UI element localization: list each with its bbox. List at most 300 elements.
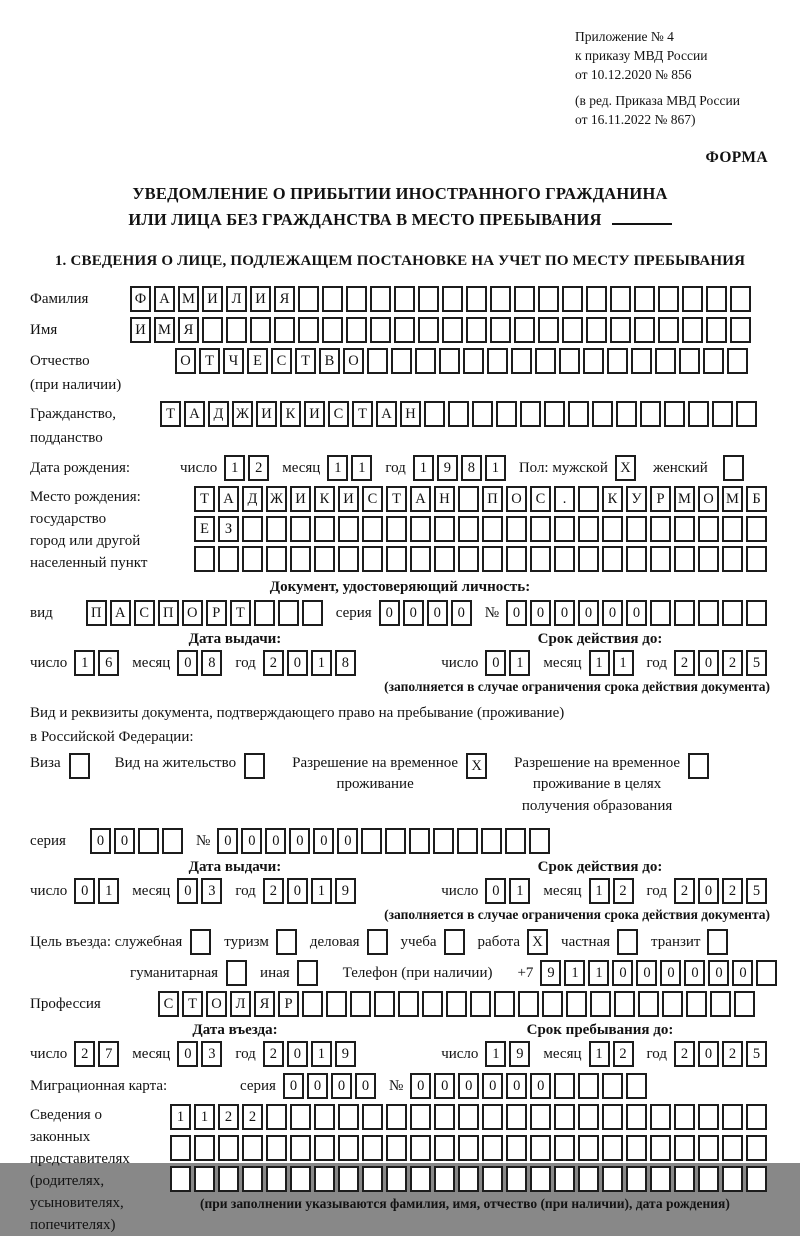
char-cell[interactable]: 9 (335, 1041, 356, 1067)
char-cell[interactable]: И (202, 286, 223, 312)
char-cell[interactable] (506, 1135, 527, 1161)
char-cell[interactable]: 0 (331, 1073, 352, 1099)
char-cell[interactable] (730, 317, 751, 343)
char-cell[interactable] (506, 546, 527, 572)
char-cell[interactable]: 0 (403, 600, 424, 626)
char-cell[interactable] (535, 348, 556, 374)
char-cell[interactable] (674, 600, 695, 626)
char-cell[interactable]: О (206, 991, 227, 1017)
char-cell[interactable]: 2 (722, 650, 743, 676)
char-cell[interactable]: 2 (722, 878, 743, 904)
char-cell[interactable] (410, 1104, 431, 1130)
char-cell[interactable]: 2 (263, 1041, 284, 1067)
char-cell[interactable] (578, 516, 599, 542)
char-cell[interactable] (530, 1166, 551, 1192)
char-cell[interactable]: Л (230, 991, 251, 1017)
char-cell[interactable] (226, 317, 247, 343)
char-cell[interactable] (688, 753, 709, 779)
char-cell[interactable] (314, 1166, 335, 1192)
char-cell[interactable]: 9 (335, 878, 356, 904)
char-cell[interactable]: 0 (217, 828, 238, 854)
char-cell[interactable] (734, 991, 755, 1017)
char-cell[interactable] (490, 317, 511, 343)
char-cell[interactable]: Р (206, 600, 227, 626)
char-cell[interactable] (410, 516, 431, 542)
char-cell[interactable] (458, 546, 479, 572)
char-cell[interactable] (727, 348, 748, 374)
char-cell[interactable]: П (86, 600, 107, 626)
char-cell[interactable] (650, 516, 671, 542)
char-cell[interactable] (722, 600, 743, 626)
char-cell[interactable] (490, 286, 511, 312)
char-cell[interactable]: 1 (509, 650, 530, 676)
char-cell[interactable] (520, 401, 541, 427)
char-cell[interactable] (482, 546, 503, 572)
char-cell[interactable] (298, 317, 319, 343)
char-cell[interactable]: Р (650, 486, 671, 512)
char-cell[interactable] (496, 401, 517, 427)
char-cell[interactable]: 0 (554, 600, 575, 626)
char-cell[interactable] (266, 1135, 287, 1161)
char-cell[interactable] (290, 1166, 311, 1192)
char-cell[interactable] (362, 546, 383, 572)
char-cell[interactable]: 1 (413, 455, 434, 481)
char-cell[interactable] (506, 1104, 527, 1130)
char-cell[interactable] (409, 828, 430, 854)
char-cell[interactable] (394, 286, 415, 312)
char-cell[interactable]: С (362, 486, 383, 512)
char-cell[interactable] (626, 1166, 647, 1192)
char-cell[interactable] (617, 929, 638, 955)
char-cell[interactable]: X (527, 929, 548, 955)
char-cell[interactable] (631, 348, 652, 374)
char-cell[interactable]: 0 (265, 828, 286, 854)
char-cell[interactable] (302, 600, 323, 626)
char-cell[interactable] (338, 546, 359, 572)
char-cell[interactable]: 2 (242, 1104, 263, 1130)
char-cell[interactable]: Ф (130, 286, 151, 312)
char-cell[interactable] (529, 828, 550, 854)
char-cell[interactable]: А (184, 401, 205, 427)
char-cell[interactable] (218, 546, 239, 572)
char-cell[interactable]: 0 (177, 878, 198, 904)
char-cell[interactable] (626, 546, 647, 572)
char-cell[interactable] (194, 1135, 215, 1161)
char-cell[interactable]: С (134, 600, 155, 626)
char-cell[interactable]: 0 (506, 600, 527, 626)
char-cell[interactable]: 2 (74, 1041, 95, 1067)
char-cell[interactable] (674, 516, 695, 542)
char-cell[interactable]: Н (434, 486, 455, 512)
char-cell[interactable]: Т (230, 600, 251, 626)
char-cell[interactable]: 0 (90, 828, 111, 854)
char-cell[interactable] (482, 1135, 503, 1161)
char-cell[interactable] (626, 1104, 647, 1130)
char-cell[interactable] (433, 828, 454, 854)
char-cell[interactable] (674, 1135, 695, 1161)
char-cell[interactable] (170, 1135, 191, 1161)
char-cell[interactable]: 0 (434, 1073, 455, 1099)
char-cell[interactable] (322, 317, 343, 343)
char-cell[interactable]: А (154, 286, 175, 312)
char-cell[interactable] (586, 286, 607, 312)
char-cell[interactable]: 0 (177, 1041, 198, 1067)
char-cell[interactable] (457, 828, 478, 854)
char-cell[interactable] (746, 546, 767, 572)
char-cell[interactable] (314, 1135, 335, 1161)
char-cell[interactable] (322, 286, 343, 312)
char-cell[interactable]: И (130, 317, 151, 343)
char-cell[interactable] (444, 929, 465, 955)
char-cell[interactable] (554, 546, 575, 572)
char-cell[interactable] (494, 991, 515, 1017)
char-cell[interactable]: 1 (613, 650, 634, 676)
char-cell[interactable] (386, 1135, 407, 1161)
char-cell[interactable] (602, 546, 623, 572)
char-cell[interactable] (314, 546, 335, 572)
char-cell[interactable] (350, 991, 371, 1017)
char-cell[interactable]: О (343, 348, 364, 374)
char-cell[interactable]: 1 (485, 1041, 506, 1067)
char-cell[interactable]: 2 (263, 878, 284, 904)
char-cell[interactable]: 1 (351, 455, 372, 481)
char-cell[interactable] (674, 546, 695, 572)
char-cell[interactable] (463, 348, 484, 374)
char-cell[interactable]: 0 (283, 1073, 304, 1099)
char-cell[interactable] (578, 1166, 599, 1192)
char-cell[interactable]: 1 (311, 650, 332, 676)
char-cell[interactable] (386, 546, 407, 572)
char-cell[interactable]: 0 (698, 1041, 719, 1067)
char-cell[interactable]: А (376, 401, 397, 427)
char-cell[interactable]: 1 (588, 960, 609, 986)
char-cell[interactable] (538, 317, 559, 343)
char-cell[interactable]: 0 (485, 650, 506, 676)
char-cell[interactable]: Т (352, 401, 373, 427)
char-cell[interactable] (686, 991, 707, 1017)
char-cell[interactable]: . (554, 486, 575, 512)
char-cell[interactable]: 1 (564, 960, 585, 986)
char-cell[interactable] (386, 1104, 407, 1130)
char-cell[interactable] (326, 991, 347, 1017)
char-cell[interactable] (218, 1135, 239, 1161)
char-cell[interactable]: 1 (485, 455, 506, 481)
char-cell[interactable] (674, 1166, 695, 1192)
char-cell[interactable] (386, 516, 407, 542)
char-cell[interactable]: 0 (612, 960, 633, 986)
char-cell[interactable] (274, 317, 295, 343)
char-cell[interactable] (458, 1104, 479, 1130)
char-cell[interactable]: 0 (485, 878, 506, 904)
char-cell[interactable] (530, 516, 551, 542)
char-cell[interactable]: 3 (201, 878, 222, 904)
char-cell[interactable] (69, 753, 90, 779)
char-cell[interactable] (586, 317, 607, 343)
char-cell[interactable] (530, 1135, 551, 1161)
char-cell[interactable] (650, 1135, 671, 1161)
char-cell[interactable] (518, 991, 539, 1017)
char-cell[interactable]: 0 (337, 828, 358, 854)
char-cell[interactable] (722, 1135, 743, 1161)
char-cell[interactable]: 2 (248, 455, 269, 481)
char-cell[interactable] (590, 991, 611, 1017)
char-cell[interactable]: 0 (177, 650, 198, 676)
char-cell[interactable]: 0 (660, 960, 681, 986)
char-cell[interactable]: 3 (201, 1041, 222, 1067)
char-cell[interactable]: Е (247, 348, 268, 374)
char-cell[interactable] (578, 1135, 599, 1161)
char-cell[interactable]: М (154, 317, 175, 343)
char-cell[interactable] (458, 1166, 479, 1192)
char-cell[interactable] (448, 401, 469, 427)
char-cell[interactable]: Т (199, 348, 220, 374)
char-cell[interactable]: 0 (530, 600, 551, 626)
char-cell[interactable]: 0 (241, 828, 262, 854)
char-cell[interactable] (554, 1104, 575, 1130)
char-cell[interactable] (470, 991, 491, 1017)
char-cell[interactable] (370, 286, 391, 312)
char-cell[interactable] (730, 286, 751, 312)
char-cell[interactable]: Т (182, 991, 203, 1017)
char-cell[interactable] (722, 546, 743, 572)
char-cell[interactable] (338, 1135, 359, 1161)
char-cell[interactable] (266, 1166, 287, 1192)
char-cell[interactable] (602, 1073, 623, 1099)
char-cell[interactable]: Т (386, 486, 407, 512)
char-cell[interactable]: Ч (223, 348, 244, 374)
char-cell[interactable]: 1 (327, 455, 348, 481)
char-cell[interactable] (218, 1166, 239, 1192)
char-cell[interactable] (410, 1135, 431, 1161)
char-cell[interactable]: Я (178, 317, 199, 343)
char-cell[interactable]: 0 (427, 600, 448, 626)
char-cell[interactable]: 1 (589, 650, 610, 676)
char-cell[interactable]: Д (208, 401, 229, 427)
char-cell[interactable]: А (218, 486, 239, 512)
char-cell[interactable]: 0 (602, 600, 623, 626)
char-cell[interactable] (367, 929, 388, 955)
char-cell[interactable]: С (530, 486, 551, 512)
char-cell[interactable]: 0 (636, 960, 657, 986)
char-cell[interactable]: В (319, 348, 340, 374)
char-cell[interactable] (578, 1073, 599, 1099)
char-cell[interactable] (640, 401, 661, 427)
char-cell[interactable]: 5 (746, 650, 767, 676)
char-cell[interactable] (626, 1073, 647, 1099)
char-cell[interactable]: 5 (746, 878, 767, 904)
char-cell[interactable] (505, 828, 526, 854)
char-cell[interactable]: О (698, 486, 719, 512)
char-cell[interactable] (170, 1166, 191, 1192)
char-cell[interactable]: 0 (313, 828, 334, 854)
char-cell[interactable]: 0 (289, 828, 310, 854)
char-cell[interactable]: 0 (307, 1073, 328, 1099)
char-cell[interactable]: Н (400, 401, 421, 427)
char-cell[interactable] (314, 516, 335, 542)
char-cell[interactable] (698, 546, 719, 572)
char-cell[interactable] (710, 991, 731, 1017)
char-cell[interactable] (664, 401, 685, 427)
char-cell[interactable] (442, 317, 463, 343)
char-cell[interactable]: О (182, 600, 203, 626)
char-cell[interactable] (458, 1135, 479, 1161)
char-cell[interactable]: 2 (674, 878, 695, 904)
char-cell[interactable] (634, 286, 655, 312)
char-cell[interactable] (442, 286, 463, 312)
char-cell[interactable] (458, 486, 479, 512)
char-cell[interactable] (722, 1166, 743, 1192)
char-cell[interactable] (722, 1104, 743, 1130)
char-cell[interactable]: 8 (201, 650, 222, 676)
char-cell[interactable]: Р (278, 991, 299, 1017)
char-cell[interactable] (386, 1166, 407, 1192)
char-cell[interactable] (698, 516, 719, 542)
char-cell[interactable] (610, 317, 631, 343)
char-cell[interactable] (290, 546, 311, 572)
char-cell[interactable]: 0 (698, 650, 719, 676)
char-cell[interactable]: 1 (509, 878, 530, 904)
char-cell[interactable]: И (250, 286, 271, 312)
char-cell[interactable] (244, 753, 265, 779)
char-cell[interactable] (578, 1104, 599, 1130)
char-cell[interactable]: О (175, 348, 196, 374)
char-cell[interactable]: 6 (98, 650, 119, 676)
char-cell[interactable] (346, 317, 367, 343)
char-cell[interactable] (650, 600, 671, 626)
char-cell[interactable]: И (338, 486, 359, 512)
char-cell[interactable] (592, 401, 613, 427)
char-cell[interactable]: 2 (674, 1041, 695, 1067)
char-cell[interactable]: 0 (684, 960, 705, 986)
char-cell[interactable] (746, 1135, 767, 1161)
char-cell[interactable]: 1 (589, 1041, 610, 1067)
char-cell[interactable]: П (158, 600, 179, 626)
char-cell[interactable] (415, 348, 436, 374)
char-cell[interactable] (506, 516, 527, 542)
char-cell[interactable]: 0 (708, 960, 729, 986)
char-cell[interactable] (410, 1166, 431, 1192)
char-cell[interactable]: 0 (451, 600, 472, 626)
char-cell[interactable] (602, 1166, 623, 1192)
char-cell[interactable] (679, 348, 700, 374)
char-cell[interactable] (434, 1166, 455, 1192)
char-cell[interactable]: 1 (589, 878, 610, 904)
char-cell[interactable] (370, 317, 391, 343)
char-cell[interactable] (482, 1104, 503, 1130)
char-cell[interactable]: 0 (698, 878, 719, 904)
char-cell[interactable] (346, 286, 367, 312)
char-cell[interactable] (391, 348, 412, 374)
char-cell[interactable]: 0 (482, 1073, 503, 1099)
char-cell[interactable]: 0 (379, 600, 400, 626)
char-cell[interactable] (242, 516, 263, 542)
char-cell[interactable]: Е (194, 516, 215, 542)
char-cell[interactable] (682, 317, 703, 343)
char-cell[interactable]: 1 (170, 1104, 191, 1130)
char-cell[interactable]: 0 (355, 1073, 376, 1099)
char-cell[interactable] (194, 1166, 215, 1192)
char-cell[interactable]: У (626, 486, 647, 512)
char-cell[interactable]: Ж (232, 401, 253, 427)
char-cell[interactable] (374, 991, 395, 1017)
char-cell[interactable] (254, 600, 275, 626)
char-cell[interactable] (562, 286, 583, 312)
char-cell[interactable]: 2 (674, 650, 695, 676)
char-cell[interactable] (544, 401, 565, 427)
char-cell[interactable] (422, 991, 443, 1017)
char-cell[interactable] (658, 317, 679, 343)
char-cell[interactable]: 0 (410, 1073, 431, 1099)
char-cell[interactable] (338, 516, 359, 542)
char-cell[interactable]: 1 (194, 1104, 215, 1130)
char-cell[interactable] (662, 991, 683, 1017)
char-cell[interactable]: 5 (746, 1041, 767, 1067)
char-cell[interactable] (707, 929, 728, 955)
char-cell[interactable] (626, 516, 647, 542)
char-cell[interactable] (682, 286, 703, 312)
char-cell[interactable] (626, 1135, 647, 1161)
char-cell[interactable]: 2 (722, 1041, 743, 1067)
char-cell[interactable]: 1 (74, 650, 95, 676)
char-cell[interactable]: З (218, 516, 239, 542)
char-cell[interactable] (554, 1135, 575, 1161)
char-cell[interactable]: К (602, 486, 623, 512)
char-cell[interactable] (434, 516, 455, 542)
char-cell[interactable]: Д (242, 486, 263, 512)
char-cell[interactable] (276, 929, 297, 955)
char-cell[interactable] (554, 1073, 575, 1099)
char-cell[interactable]: 1 (311, 878, 332, 904)
char-cell[interactable]: 2 (263, 650, 284, 676)
char-cell[interactable] (266, 1104, 287, 1130)
char-cell[interactable]: X (466, 753, 487, 779)
char-cell[interactable]: 0 (287, 878, 308, 904)
char-cell[interactable] (338, 1166, 359, 1192)
char-cell[interactable] (190, 929, 211, 955)
char-cell[interactable] (650, 1166, 671, 1192)
char-cell[interactable]: 9 (437, 455, 458, 481)
char-cell[interactable] (602, 1135, 623, 1161)
char-cell[interactable] (607, 348, 628, 374)
char-cell[interactable]: 0 (578, 600, 599, 626)
char-cell[interactable] (434, 1135, 455, 1161)
char-cell[interactable] (722, 516, 743, 542)
char-cell[interactable] (482, 516, 503, 542)
char-cell[interactable] (481, 828, 502, 854)
char-cell[interactable] (578, 546, 599, 572)
char-cell[interactable] (506, 1166, 527, 1192)
char-cell[interactable] (602, 1104, 623, 1130)
char-cell[interactable] (634, 317, 655, 343)
char-cell[interactable] (418, 286, 439, 312)
char-cell[interactable]: М (722, 486, 743, 512)
char-cell[interactable] (616, 401, 637, 427)
char-cell[interactable]: Т (160, 401, 181, 427)
char-cell[interactable] (266, 546, 287, 572)
char-cell[interactable] (290, 1104, 311, 1130)
char-cell[interactable] (290, 516, 311, 542)
char-cell[interactable] (614, 991, 635, 1017)
char-cell[interactable] (410, 546, 431, 572)
char-cell[interactable] (712, 401, 733, 427)
char-cell[interactable] (559, 348, 580, 374)
char-cell[interactable] (554, 1166, 575, 1192)
char-cell[interactable] (398, 991, 419, 1017)
char-cell[interactable]: 7 (98, 1041, 119, 1067)
char-cell[interactable] (424, 401, 445, 427)
char-cell[interactable]: И (256, 401, 277, 427)
char-cell[interactable] (698, 1104, 719, 1130)
